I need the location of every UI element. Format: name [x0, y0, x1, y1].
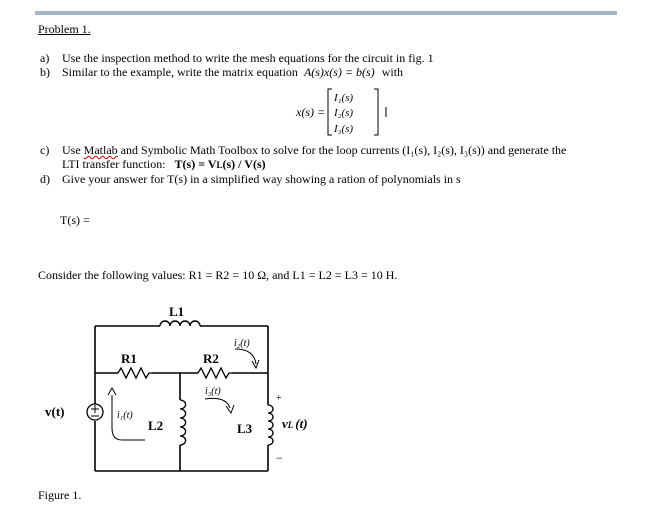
item-a-text: Use the inspection method to write the mesh equations for the circuit in fig. 1 [62, 51, 434, 65]
label-minus: − [276, 451, 283, 465]
label-r2: R2 [203, 351, 219, 366]
item-d-text: Give your answer for T(s) in a simplified way showing a ration of polynomials in s [62, 172, 461, 186]
matrix-entry-3: I₃(s) [334, 123, 354, 135]
voltage-source [87, 404, 103, 420]
matlab-word: Matlab [83, 143, 118, 157]
label-source: v(t) [45, 404, 65, 419]
inductor-l1 [160, 321, 200, 326]
item-c-marker: c) [40, 143, 50, 157]
label-i2: i₂(t) [234, 338, 250, 349]
matrix-lhs: x(s) = [296, 105, 326, 119]
item-a-marker: a) [40, 51, 50, 65]
label-i1: i₁(t) [117, 410, 133, 421]
label-vl: vL (t) [282, 416, 308, 431]
figure-caption: Figure 1. [38, 488, 82, 502]
item-b-marker: b) [40, 65, 50, 79]
label-i3: i₃(t) [205, 386, 221, 397]
item-c-text: Use Matlab and Symbolic Math Toolbox to solve for the loop currents (I₁(s), I₂(s), I₃(s)) and generate the [62, 143, 567, 157]
consider-text: Consider the following values: R1 = R2 = 10 Ω, and L1 = L2 = L3 = 10 H. [38, 268, 398, 282]
matrix-entry-1: I₁(s) [334, 92, 354, 104]
problem-title: Problem 1. [38, 22, 91, 36]
matrix-entry-2: I₂(s) [334, 107, 354, 119]
item-c-line2: LTI transfer function: T(s) = VL(s) / V(s) [62, 157, 266, 171]
label-l1: L1 [169, 304, 185, 319]
label-r1: R1 [121, 351, 137, 366]
answer-label: T(s) = [60, 213, 90, 227]
item-d-marker: d) [40, 172, 50, 186]
resistor-r2 [198, 368, 232, 378]
item-b-text: Similar to the example, write the matrix equation A(s)x(s) = b(s) with [62, 65, 404, 79]
matrix-equation: A(s)x(s) = b(s) [303, 65, 375, 79]
resistor-r1 [118, 368, 152, 378]
inductor-l3 [268, 405, 273, 445]
inductor-l2 [180, 400, 186, 445]
label-l2: L2 [148, 418, 164, 433]
label-plus: + [276, 393, 282, 404]
label-l3: L3 [237, 421, 253, 436]
